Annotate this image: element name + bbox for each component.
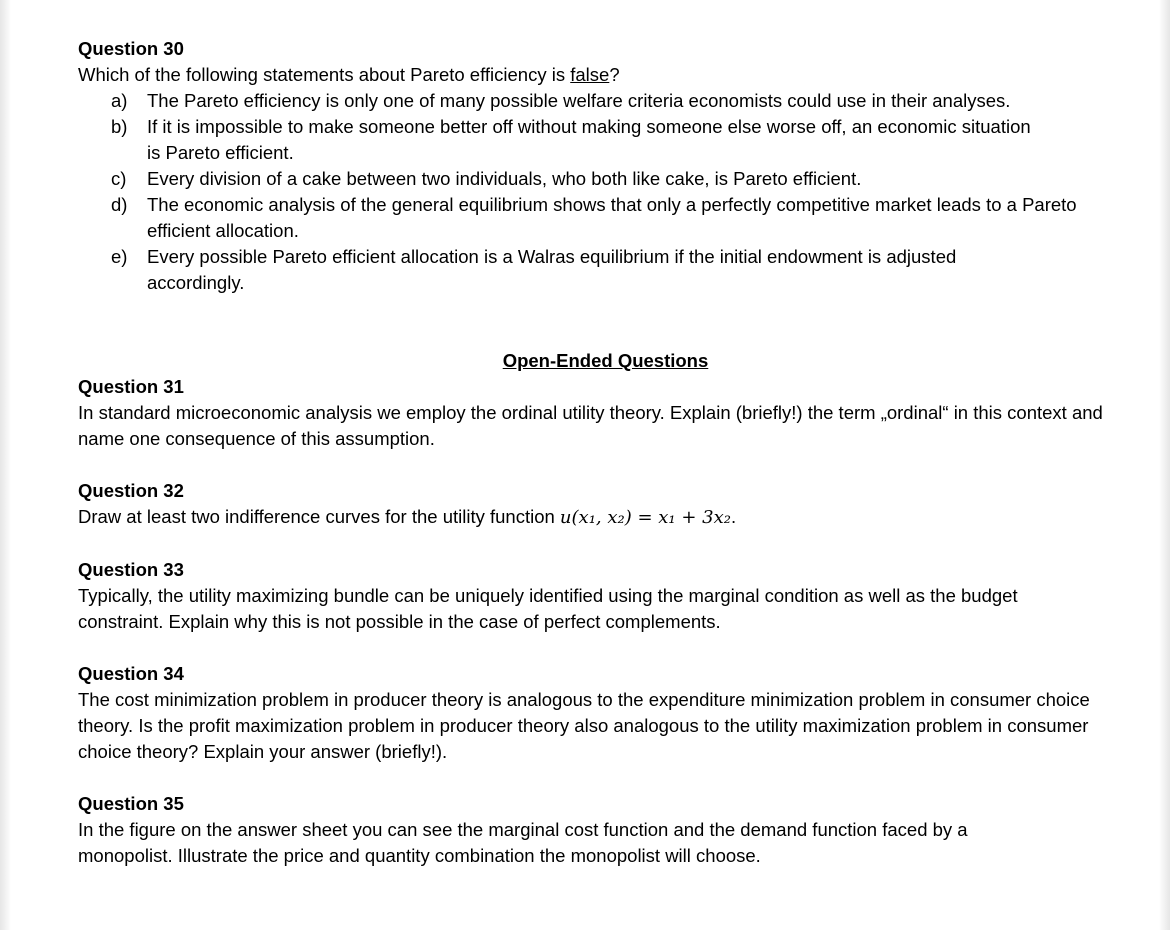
spacer [78, 531, 1108, 557]
question-34-title: Question 34 [78, 663, 184, 684]
option-c [78, 166, 1108, 192]
page-edge-left [0, 0, 11, 930]
option-text: Every division of a cake between two individuals, who both like cake, is Pareto efficient. [147, 168, 862, 189]
question-35-title: Question 35 [78, 793, 184, 814]
question-32-prompt: Draw at least two indifference curves for the utility function [78, 506, 560, 527]
question-30-prompt [78, 62, 1108, 88]
question-30 [78, 36, 1108, 296]
question-33-text: Typically, the utility maximizing bundle can be uniquely identified using the marginal condition as well as the budget constraint. Explain why this is not possible in the case of perfect complements. [78, 585, 1018, 632]
question-34-text: The cost minimization problem in producer theory is analogous to the expenditure minimization problem in consumer choice theory. Is the profit maximization problem in producer theory also analogous to the utility maximization problem in consumer choice theory? Explain your answer (briefly!). [78, 689, 1090, 762]
question-30-prompt-text: Which of the following statements about Pareto efficiency is [78, 64, 571, 85]
question-35 [78, 791, 1108, 869]
question-31-text: In standard microeconomic analysis we employ the ordinal utility theory. Explain (briefly!) the term „ordinal“ in this context and name one consequence of this assumption. [78, 402, 1103, 449]
question-35-text: In the figure on the answer sheet you can see the marginal cost function and the demand function faced by a monopolist. Illustrate the price and quantity combination the monopolist will choose. [78, 819, 968, 866]
question-30-prompt-false: false [570, 64, 610, 85]
option-b [78, 114, 1108, 166]
question-31 [78, 374, 1108, 452]
spacer [78, 296, 1108, 348]
option-e [78, 244, 1108, 296]
option-a [78, 88, 1108, 114]
option-text: Every possible Pareto efficient allocation is a Walras equilibrium if the initial endowment is adjusted accordingly. [147, 246, 957, 293]
option-letter: d) [111, 194, 128, 215]
question-30-title: Question 30 [78, 38, 184, 59]
question-32 [78, 478, 1108, 531]
spacer [78, 765, 1108, 791]
question-34 [78, 661, 1108, 765]
section-title: Open-Ended Questions [502, 350, 709, 371]
question-30-prompt-end: ? [609, 64, 620, 85]
page-edge-right [1159, 0, 1170, 930]
option-letter: c) [111, 168, 127, 189]
option-text: The Pareto efficiency is only one of many possible welfare criteria economists could use in their analyses. [147, 90, 1011, 111]
question-33 [78, 557, 1108, 635]
document-page [78, 36, 1108, 869]
option-letter: e) [111, 246, 128, 267]
spacer [78, 452, 1108, 478]
option-d [78, 192, 1108, 244]
question-32-end: . [730, 506, 737, 527]
question-30-options [78, 88, 1108, 296]
question-32-text [78, 504, 1108, 531]
option-text: If it is impossible to make someone better off without making someone else worse off, an economic situation is Pareto efficient. [147, 116, 1031, 163]
option-letter: a) [111, 90, 128, 111]
option-text: The economic analysis of the general equilibrium shows that only a perfectly competitive market leads to a Pareto efficient allocation. [147, 194, 1077, 241]
option-letter: b) [111, 116, 128, 137]
question-33-title: Question 33 [78, 559, 184, 580]
utility-formula: u(x₁, x₂) = x₁ + 3x₂ [559, 507, 731, 528]
spacer [78, 635, 1108, 661]
question-32-title: Question 32 [78, 480, 184, 501]
question-31-title: Question 31 [78, 376, 184, 397]
